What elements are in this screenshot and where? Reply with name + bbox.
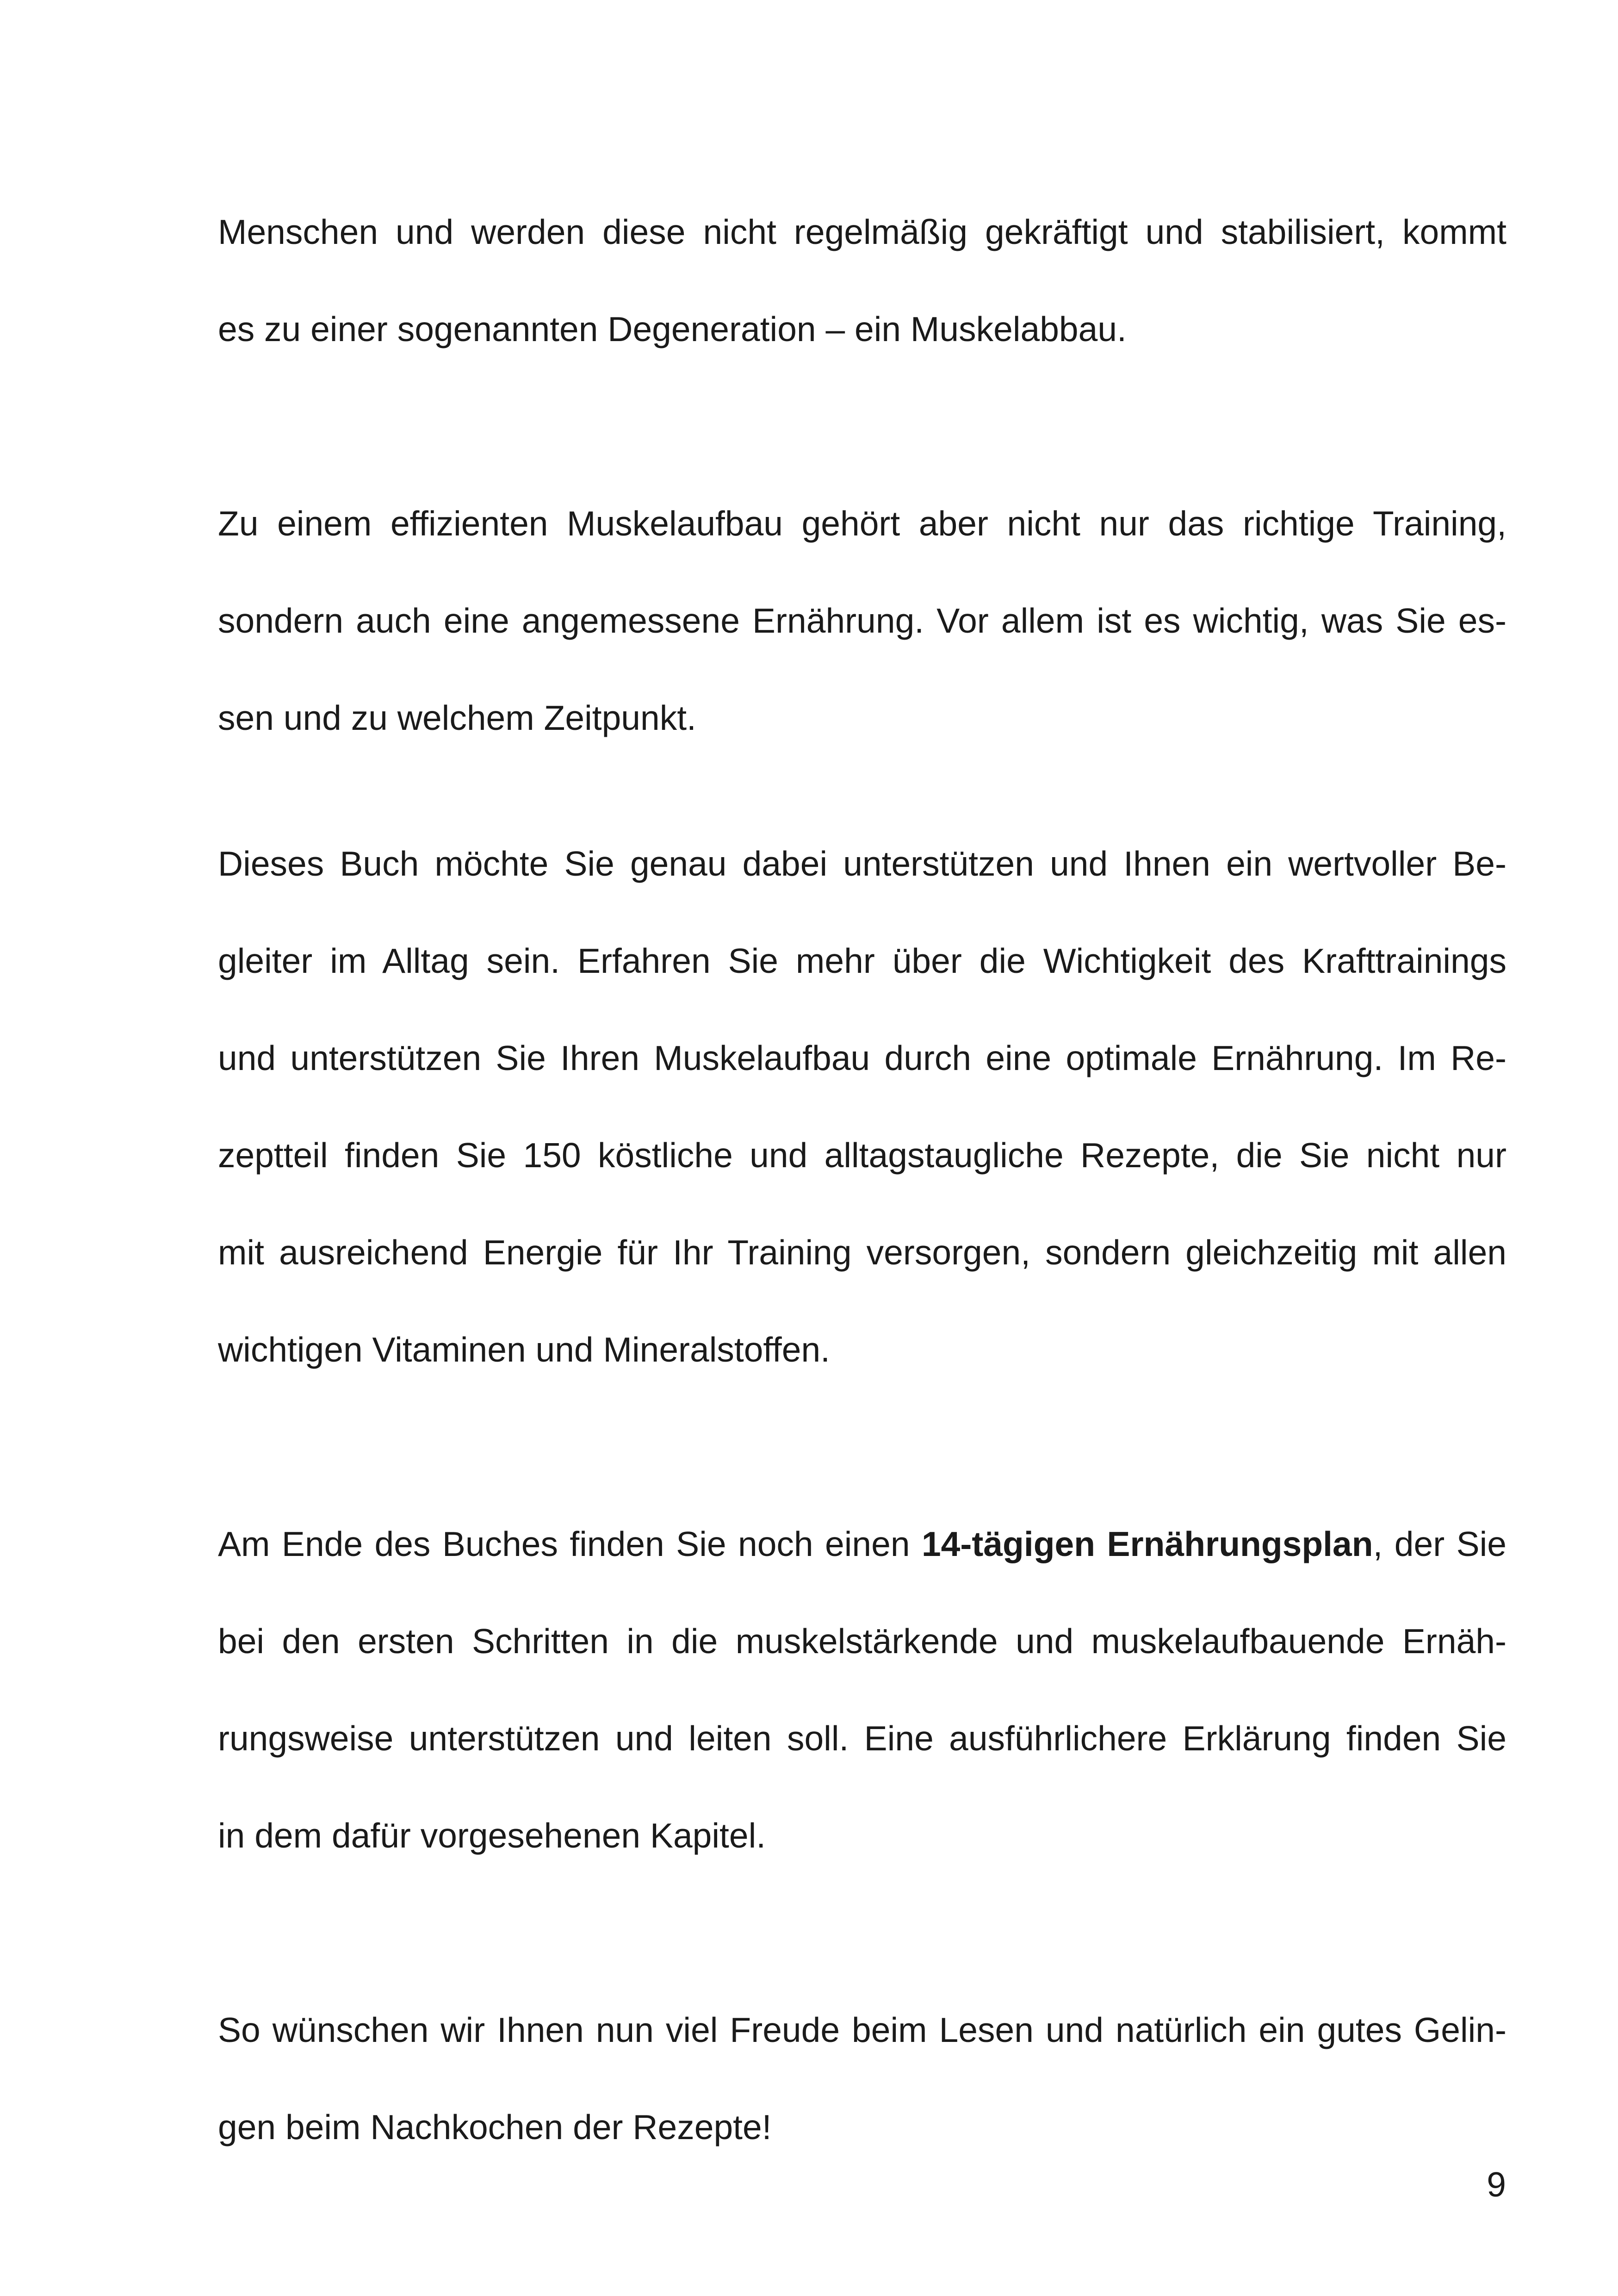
paragraph-meal-plan [218, 1471, 1506, 1909]
meal-plan-highlight: 14-tägigen Ernährungsplan [921, 1524, 1373, 1563]
text-line: zeptteil finden Sie 150 köstliche und alltagstaugliche Rezepte, die Sie nicht nur [218, 1136, 1506, 1175]
text-line: in dem dafür vorgesehenen Kapitel. [218, 1816, 766, 1855]
text-line: wichtigen Vitaminen und Mineralstoffen. [218, 1330, 831, 1369]
text-line: mit ausreichend Energie für Ihr Training versorgen, sondern gleichzeitig mit allen [218, 1233, 1506, 1272]
body-text [218, 159, 1506, 2249]
paragraph-nutrition [218, 451, 1506, 791]
text-line: rungsweise unterstützen und leiten soll. Eine ausführlichere Erklärung finden Sie [218, 1719, 1506, 1758]
text-line: sen und zu welchem Zeitpunkt. [218, 698, 696, 737]
text-line: Menschen und werden diese nicht regelmäßig gekräftigt und stabilisiert, kommt [218, 212, 1506, 251]
text-line: und unterstützen Sie Ihren Muskelaufbau durch eine optimale Ernährung. Im Re- [218, 1039, 1506, 1077]
text-line: Dieses Buch möchte Sie genau dabei unterstützen und Ihnen ein wertvoller Be- [218, 844, 1506, 883]
text-line: Zu einem effizienten Muskelaufbau gehört aber nicht nur das richtige Training, [218, 504, 1506, 543]
text-line: sondern auch eine angemessene Ernährung. Vor allem ist es wichtig, was Sie es- [218, 601, 1506, 640]
page-number: 9 [1487, 2165, 1506, 2204]
text-line: gleiter im Alltag sein. Erfahren Sie mehr über die Wichtigkeit des Krafttrainings [218, 941, 1506, 980]
text-span: , der Sie [1373, 1524, 1506, 1563]
text-line [218, 1520, 1506, 1568]
text-line: bei den ersten Schritten in die muskelstärkende und muskelaufbauende Ernäh- [218, 1622, 1506, 1661]
text-span: Am Ende des Buches finden Sie noch einen [218, 1524, 922, 1563]
paragraph-degeneration [218, 159, 1506, 402]
text-line: gen beim Nachkochen der Rezepte! [218, 2108, 772, 2147]
paragraph-closing [218, 1957, 1506, 2200]
text-line: So wünschen wir Ihnen nun viel Freude beim Lesen und natürlich ein gutes Gelin- [218, 2010, 1506, 2049]
paragraph-book-purpose [218, 791, 1506, 1423]
text-line: es zu einer sogenannten Degeneration – ein Muskelabbau. [218, 310, 1127, 348]
